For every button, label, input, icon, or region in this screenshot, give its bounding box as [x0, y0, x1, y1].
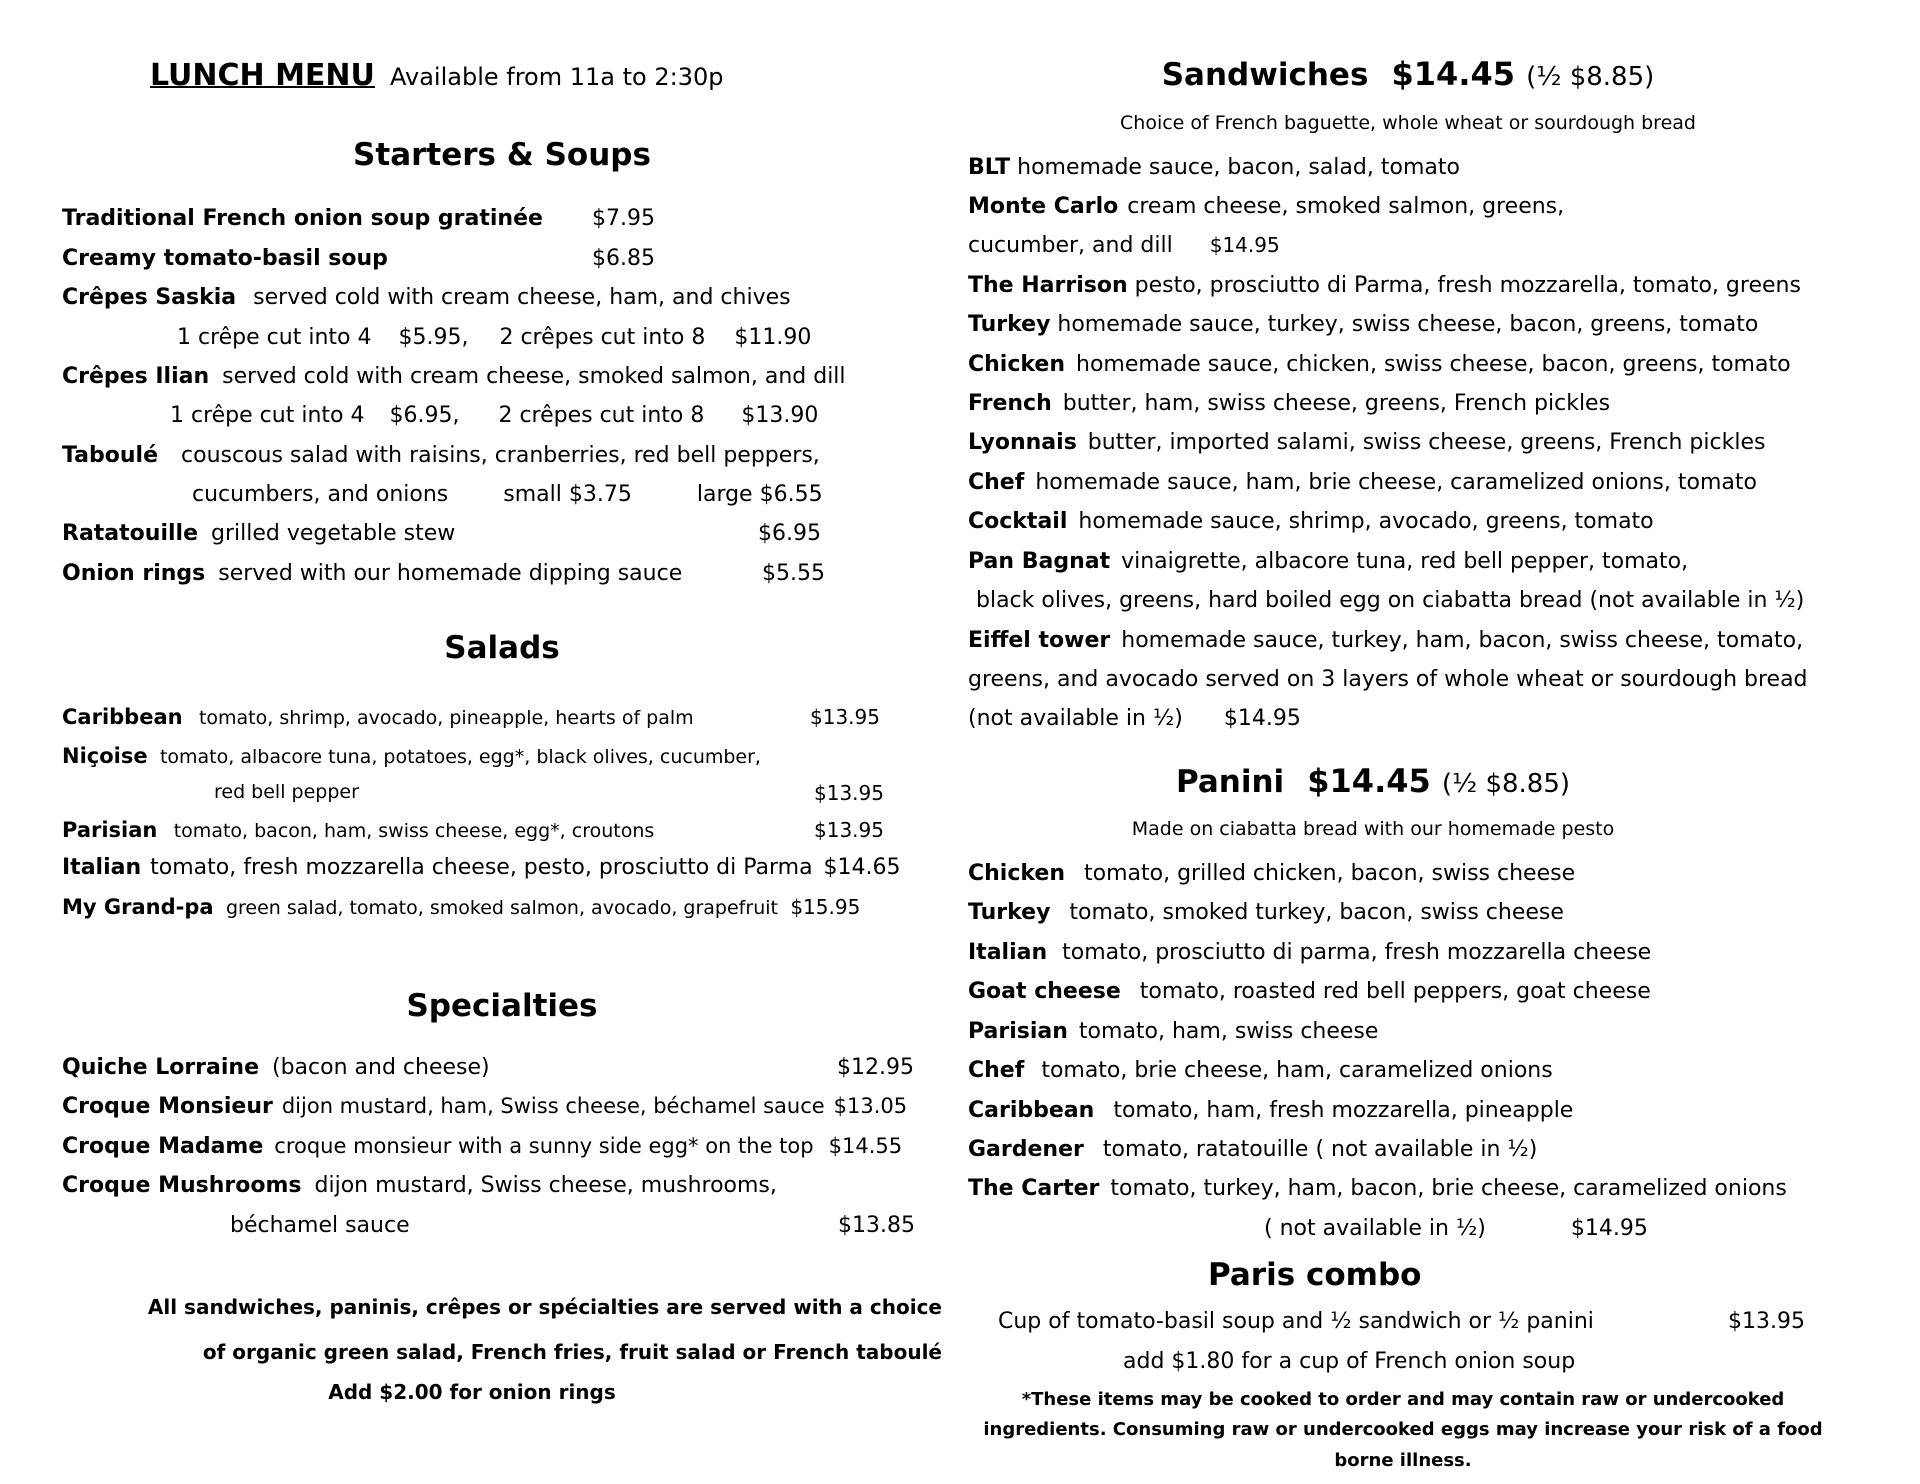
- menu-item: Onion rings served with our homemade dipping sauce: [62, 561, 683, 586]
- menu-item: Chicken homemade sauce, chicken, swiss cheese, bacon, greens, tomato: [968, 352, 1791, 377]
- paris-combo-heading: Paris combo: [1208, 1257, 1422, 1293]
- desc-line: greens, and avocado served on 3 layers of whole wheat or sourdough bread: [968, 667, 1808, 692]
- menu-item: Quiche Lorraine (bacon and cheese): [62, 1055, 490, 1080]
- desc-line: black olives, greens, hard boiled egg on ciabatta bread (not available in ½): [976, 588, 1805, 613]
- menu-item: Cocktail homemade sauce, shrimp, avocado, greens, tomato: [968, 509, 1654, 534]
- option-row: cucumbers, and onions small $3.75 large $6.55: [192, 482, 823, 507]
- onion-rings-note: Add $2.00 for onion rings: [328, 1380, 616, 1404]
- disclaimer-line2: ingredients. Consuming raw or undercooked eggs may increase your risk of a food: [983, 1419, 1823, 1440]
- menu-item: Pan Bagnat vinaigrette, albacore tuna, red bell pepper, tomato,: [968, 549, 1689, 574]
- menu-item: Turkey homemade sauce, turkey, swiss cheese, bacon, greens, tomato: [968, 312, 1759, 337]
- menu-item: Turkey tomato, smoked turkey, bacon, swiss cheese: [968, 900, 1564, 925]
- combo-description: Cup of tomato-basil soup and ½ sandwich or ½ panini: [998, 1309, 1594, 1334]
- menu-item: BLT homemade sauce, bacon, salad, tomato: [968, 155, 1460, 180]
- menu-item: Crêpes Ilian served cold with cream cheese, smoked salmon, and dill: [62, 364, 846, 389]
- served-with-note-line1: All sandwiches, paninis, crêpes or spécialties are served with a choice: [147, 1295, 942, 1319]
- menu-title: LUNCH MENU: [150, 58, 375, 93]
- combo-addon: add $1.80 for a cup of French onion soup: [1123, 1349, 1576, 1374]
- menu-item: Parisian tomato, ham, swiss cheese: [968, 1019, 1379, 1044]
- price: $13.95: [810, 705, 880, 729]
- menu-item: Niçoise tomato, albacore tuna, potatoes, egg*, black olives, cucumber,: [62, 744, 761, 768]
- menu-item: Crêpes Saskia served cold with cream cheese, ham, and chives: [62, 285, 791, 310]
- menu-item: Monte Carlo cream cheese, smoked salmon, greens,: [968, 194, 1565, 219]
- menu-item: Italian tomato, prosciutto di parma, fresh mozzarella cheese: [968, 940, 1652, 965]
- menu-item: Caribbean tomato, shrimp, avocado, pineapple, hearts of palm: [62, 705, 694, 729]
- desc-line: (not available in ½) $14.95: [968, 706, 1301, 731]
- menu-item: Eiffel tower homemade sauce, turkey, ham, bacon, swiss cheese, tomato,: [968, 628, 1804, 653]
- disclaimer-line3: borne illness.: [1334, 1450, 1472, 1471]
- menu-item: Croque Madame croque monsieur with a sunny side egg* on the top $14.55: [62, 1134, 903, 1159]
- menu-item: Italian tomato, fresh mozzarella cheese, pesto, prosciutto di Parma $14.65: [62, 855, 901, 880]
- sandwiches-header: Sandwiches $14.45 (½ $8.85): [1161, 55, 1655, 93]
- menu-item: Lyonnais butter, imported salami, swiss cheese, greens, French pickles: [968, 430, 1766, 455]
- price: $13.95: [814, 781, 884, 805]
- menu-item: Traditional French onion soup gratinée: [62, 206, 543, 231]
- menu-item: Croque Monsieur dijon mustard, ham, Swiss cheese, béchamel sauce $13.05: [62, 1094, 908, 1119]
- menu-item: Chicken tomato, grilled chicken, bacon, swiss cheese: [968, 861, 1576, 886]
- price: $12.95: [837, 1055, 914, 1080]
- served-with-note-line2: of organic green salad, French fries, fruit salad or French taboulé: [202, 1340, 942, 1364]
- sandwiches-subtitle: Choice of French baguette, whole wheat or sourdough bread: [1120, 112, 1696, 134]
- panini-header: Panini $14.45 (½ $8.85): [1175, 762, 1571, 800]
- price: $13.85: [838, 1213, 915, 1238]
- menu-item: My Grand-pa green salad, tomato, smoked salmon, avocado, grapefruit $15.95: [62, 895, 861, 919]
- menu-item: Goat cheese tomato, roasted red bell peppers, goat cheese: [968, 979, 1651, 1004]
- menu-header: [150, 58, 723, 93]
- availability-text: Available from 11a to 2:30p: [390, 63, 724, 91]
- menu-item: The Carter tomato, turkey, ham, bacon, brie cheese, caramelized onions: [968, 1176, 1787, 1201]
- menu-item: Ratatouille grilled vegetable stew: [62, 521, 456, 546]
- option-row: 1 crêpe cut into 4 $5.95, 2 crêpes cut into 8 $11.90: [177, 325, 812, 350]
- price: $13.95: [814, 818, 884, 842]
- price: $6.95: [758, 521, 821, 546]
- menu-item: The Harrison pesto, prosciutto di Parma, fresh mozzarella, tomato, greens: [968, 273, 1801, 298]
- menu-item: Caribbean tomato, ham, fresh mozzarella, pineapple: [968, 1098, 1574, 1123]
- menu-item: Taboulé couscous salad with raisins, cranberries, red bell peppers,: [62, 443, 820, 468]
- desc-line: béchamel sauce: [230, 1213, 410, 1238]
- combo-price: $13.95: [1728, 1309, 1805, 1334]
- desc-line: red bell pepper: [214, 781, 359, 803]
- desc-line: ( not available in ½) $14.95: [1264, 1216, 1648, 1241]
- menu-item: French butter, ham, swiss cheese, greens, French pickles: [968, 391, 1611, 416]
- specialties-heading: Specialties: [406, 988, 598, 1024]
- panini-subtitle: Made on ciabatta bread with our homemade pesto: [1131, 818, 1615, 840]
- desc-line: cucumber, and dill $14.95: [968, 233, 1280, 258]
- menu-item: Creamy tomato-basil soup: [62, 246, 388, 271]
- menu-item: Chef homemade sauce, ham, brie cheese, caramelized onions, tomato: [968, 470, 1757, 495]
- price: $5.55: [762, 561, 825, 586]
- price: $6.85: [592, 246, 655, 271]
- option-row: 1 crêpe cut into 4 $6.95, 2 crêpes cut into 8 $13.90: [170, 403, 819, 428]
- disclaimer-line1: *These items may be cooked to order and may contain raw or undercooked: [1021, 1389, 1785, 1410]
- menu-item: Gardener tomato, ratatouille ( not available in ½): [968, 1137, 1538, 1162]
- salads-heading: Salads: [444, 630, 560, 666]
- price: $7.95: [592, 206, 655, 231]
- menu-item: Parisian tomato, bacon, ham, swiss cheese, egg*, croutons: [62, 818, 655, 842]
- starters-heading: Starters & Soups: [353, 137, 651, 173]
- menu-item: Croque Mushrooms dijon mustard, Swiss cheese, mushrooms,: [62, 1173, 777, 1198]
- menu-item: Chef tomato, brie cheese, ham, caramelized onions: [968, 1058, 1553, 1083]
